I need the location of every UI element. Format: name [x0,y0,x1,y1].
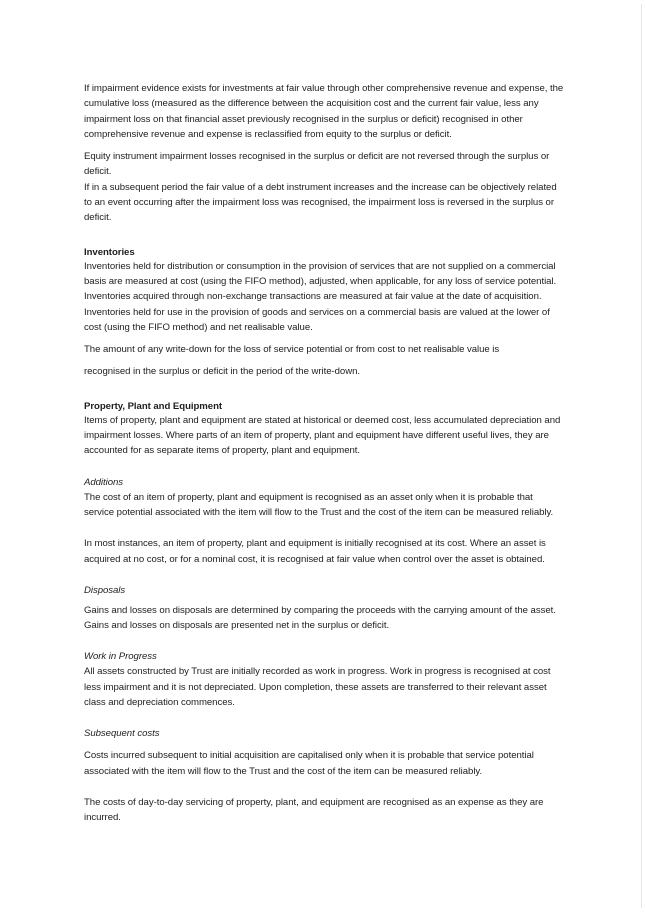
impairment-section [84,81,564,226]
inventories-section [84,246,564,380]
disposals-paragraph-1: Gains and losses on disposals are determined by comparing the proceeds with the carrying amount of the asset. Gains and losses on disposals are presented net in the surplus or deficit. [84,604,556,632]
wip-paragraph-1: All assets constructed by Trust are initially recorded as work in progress. Work in progress is recognised at cost less impairment and it is not depreciated. Upon completion, these assets are transferred to their relevant asset class and depreciation commences. [84,666,551,709]
inventories-paragraph-5: recognised in the surplus or deficit in the period of the write-down. [84,366,360,378]
disposals-heading: Disposals [84,584,126,596]
subsequent-costs-paragraph-1: Costs incurred subsequent to initial acquisition are capitalised only when it is probable that service potential associated with the item will flow to the Trust and the cost of the item can be measured reliably. [84,750,534,777]
additions-heading: Additions [84,476,124,488]
wip-heading: Work in Progress [84,651,157,663]
impairment-paragraph-2: Equity instrument impairment losses recognised in the surplus or deficit are not reversed through the surplus or deficit. [84,151,550,178]
inventories-paragraph-4: The amount of any write-down for the loss of service potential or from cost to net realisable value is [84,344,500,356]
inventories-paragraph-1: Inventories held for distribution or consumption in the provision of services that are not supplied on a commercial basis are measured at cost (using the FIFO method), adjusted, when applicable, for any loss of service potential. [84,260,557,287]
ppe-heading: Property, Plant and Equipment [84,400,223,412]
inventories-heading: Inventories [84,246,135,258]
ppe-section [84,400,564,826]
subsequent-costs-paragraph-2: The costs of day-to-day servicing of property, plant, and equipment are recognised as an expense as they are incurred. [84,796,544,824]
additions-paragraph-2: In most instances, an item of property, plant and equipment is initially recognised at its cost. Where an asset is acquired at no cost, or for a nominal cost, it is recognised at fair value when control over the asset is obtained. [84,538,546,565]
scan-edge-line [641,4,642,908]
ppe-paragraph-1: Items of property, plant and equipment are stated at historical or deemed cost, less accumulated depreciation and impairment losses. Where parts of an item of property, plant and equipment have different useful lives, they are accounted for as separate items of property, plant and equipment. [84,414,561,457]
impairment-paragraph-1: If impairment evidence exists for investments at fair value through other comprehensive revenue and expense, the cumulative loss (measured as the difference between the acquisition cost and the current fair value, less any impairment loss on that financial asset previously recognised in the surplus or deficit) recognised in other comprehensive revenue and expense is reclassified from equity to the surplus or deficit. [84,83,564,140]
inventories-paragraph-2: Inventories acquired through non-exchange transactions are measured at fair value at the date of acquisition. [84,291,542,303]
additions-paragraph-1: The cost of an item of property, plant and equipment is recognised as an asset only when it is probable that service potential associated with the item will flow to the Trust and the cost of the item can be measured reliably. [84,491,554,518]
subsequent-costs-heading: Subsequent costs [84,728,160,740]
impairment-paragraph-3: If in a subsequent period the fair value of a debt instrument increases and the increase can be objectively related to an event occurring after the impairment loss was recognised, the impairment loss is reversed in the surplus or deficit. [84,181,557,224]
inventories-paragraph-3: Inventories held for use in the provision of goods and services on a commercial basis are valued at the lower of cost (using the FIFO method) and net realisable value. [84,306,550,333]
document-page [84,81,564,826]
